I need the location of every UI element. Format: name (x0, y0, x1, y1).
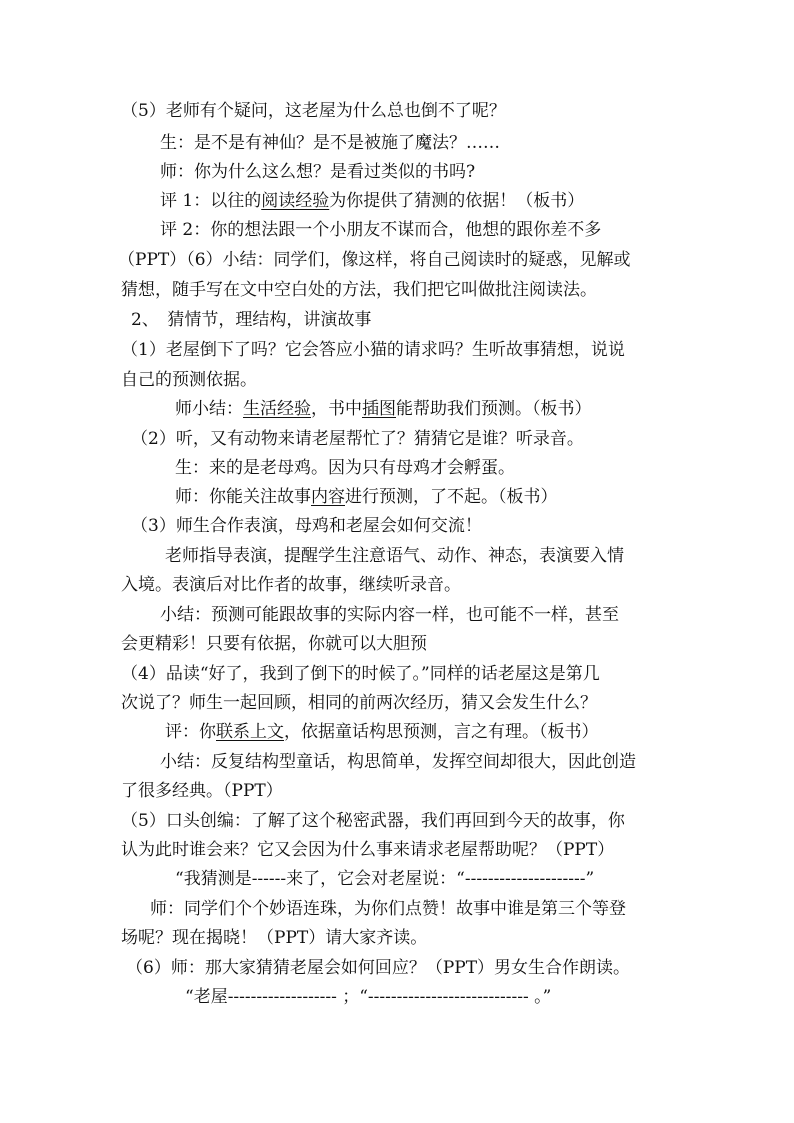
summary-middle: ，书中 (311, 399, 362, 419)
reading-template: “老屋------------------- ；“---------------------------- 。” (185, 987, 552, 1007)
praise-start: 师：你能关注故事 (175, 487, 311, 507)
item-5-line-2: 认为此时谁会来？它又会因为什么事来请求老屋帮助呢？（PPT） (121, 840, 615, 860)
student-answer: 生：是不是有神仙？是不是被施了魔法？…… (160, 133, 500, 153)
structure-summary-line-1: 小结：反复结构型童话，构思简单，发挥空间却很大，因此创造 (160, 752, 636, 772)
summary-start: 师小结： (175, 399, 243, 419)
student-hen-answer: 生：来的是老母鸡。因为只有母鸡才会孵蛋。 (175, 458, 515, 478)
item-5-line-1: （5）口头创编：了解了这个秘密武器，我们再回到今天的故事，你 (121, 811, 625, 831)
summary-6-line-1: （PPT）（6）小结：同学们，像这样，将自己阅读时的疑惑，见解或 (118, 250, 631, 270)
comment-1-start: 评 1：以往的 (160, 191, 262, 211)
structure-summary-line-2: 了很多经典。（PPT） (121, 781, 283, 801)
underlined-context: 联系上文 (216, 722, 284, 742)
context-comment-end: ，依据童话构思预测，言之有理。（板书） (284, 722, 599, 742)
summary-end: 能帮助我们预测。（板书） (396, 399, 592, 419)
item-2: （2）听，又有动物来请老屋帮忙了？猜猜它是谁？听录音。 (131, 429, 584, 449)
performance-guidance-line-2: 入境。表演后对比作者的故事，继续听录音。 (121, 575, 461, 595)
question-5: （5）老师有个疑问，这老屋为什么总也倒不了呢？ (121, 101, 506, 121)
item-6: （6）师：那大家猜猜老屋会如何回应？（PPT）男女生合作朗读。 (126, 958, 631, 978)
underlined-reading-experience: 阅读经验 (261, 191, 330, 211)
praise-end: 进行预测，了不起。（板书） (345, 487, 558, 507)
prediction-prompt: “我猜测是------来了，它会对老屋说：“---------------------” (175, 869, 595, 889)
underlined-illustration: 插图 (362, 399, 396, 419)
comment-1 (160, 191, 584, 211)
section-2-heading: 2、 猜情节，理结构，讲演故事 (131, 310, 372, 330)
underlined-content: 内容 (311, 487, 345, 507)
teacher-praise (175, 487, 558, 507)
comment-1-end: 为你提供了猜测的依据！（板书） (329, 191, 585, 211)
item-3: （3）师生合作表演，母鸡和老屋会如何交流！ (131, 516, 482, 536)
item-4-line-2: 次说了？师生一起回顾，相同的前两次经历，猜又会发生什么？ (121, 693, 597, 713)
comment-2: 评 2：你的想法跟一个小朋友不谋而合，他想的跟你差不多 (160, 220, 602, 240)
teacher-summary (175, 399, 592, 419)
teacher-question: 师：你为什么这么想？是看过类似的书吗? (160, 162, 476, 182)
context-comment-start: 评：你 (165, 722, 216, 742)
underlined-life-experience: 生活经验 (243, 399, 311, 419)
summary-6-line-2: 猜想，随手写在文中空白处的方法，我们把它叫做批注阅读法。 (121, 280, 597, 300)
teacher-comment-line-2: 场呢？现在揭晓！（PPT）请大家齐读。 (121, 928, 428, 948)
item-4-line-1: （4）品读“好了，我到了倒下的时候了。”同样的话老屋这是第几 (121, 664, 600, 684)
teacher-comment-line-1: 师：同学们个个妙语连珠，为你们点赞！故事中谁是第三个等登 (150, 899, 626, 919)
item-1-line-1: （1）老屋倒下了吗？它会答应小猫的请求吗？生听故事猜想，说说 (121, 340, 625, 360)
item-1-line-2: 自己的预测依据。 (121, 370, 257, 390)
context-comment (165, 722, 599, 742)
prediction-summary-line-2: 会更精彩！只要有依据，你就可以大胆预 (121, 634, 427, 654)
performance-guidance-line-1: 老师指导表演，提醒学生注意语气、动作、神态，表演要入情 (165, 546, 624, 566)
prediction-summary-line-1: 小结：预测可能跟故事的实际内容一样，也可能不一样，甚至 (160, 605, 619, 625)
